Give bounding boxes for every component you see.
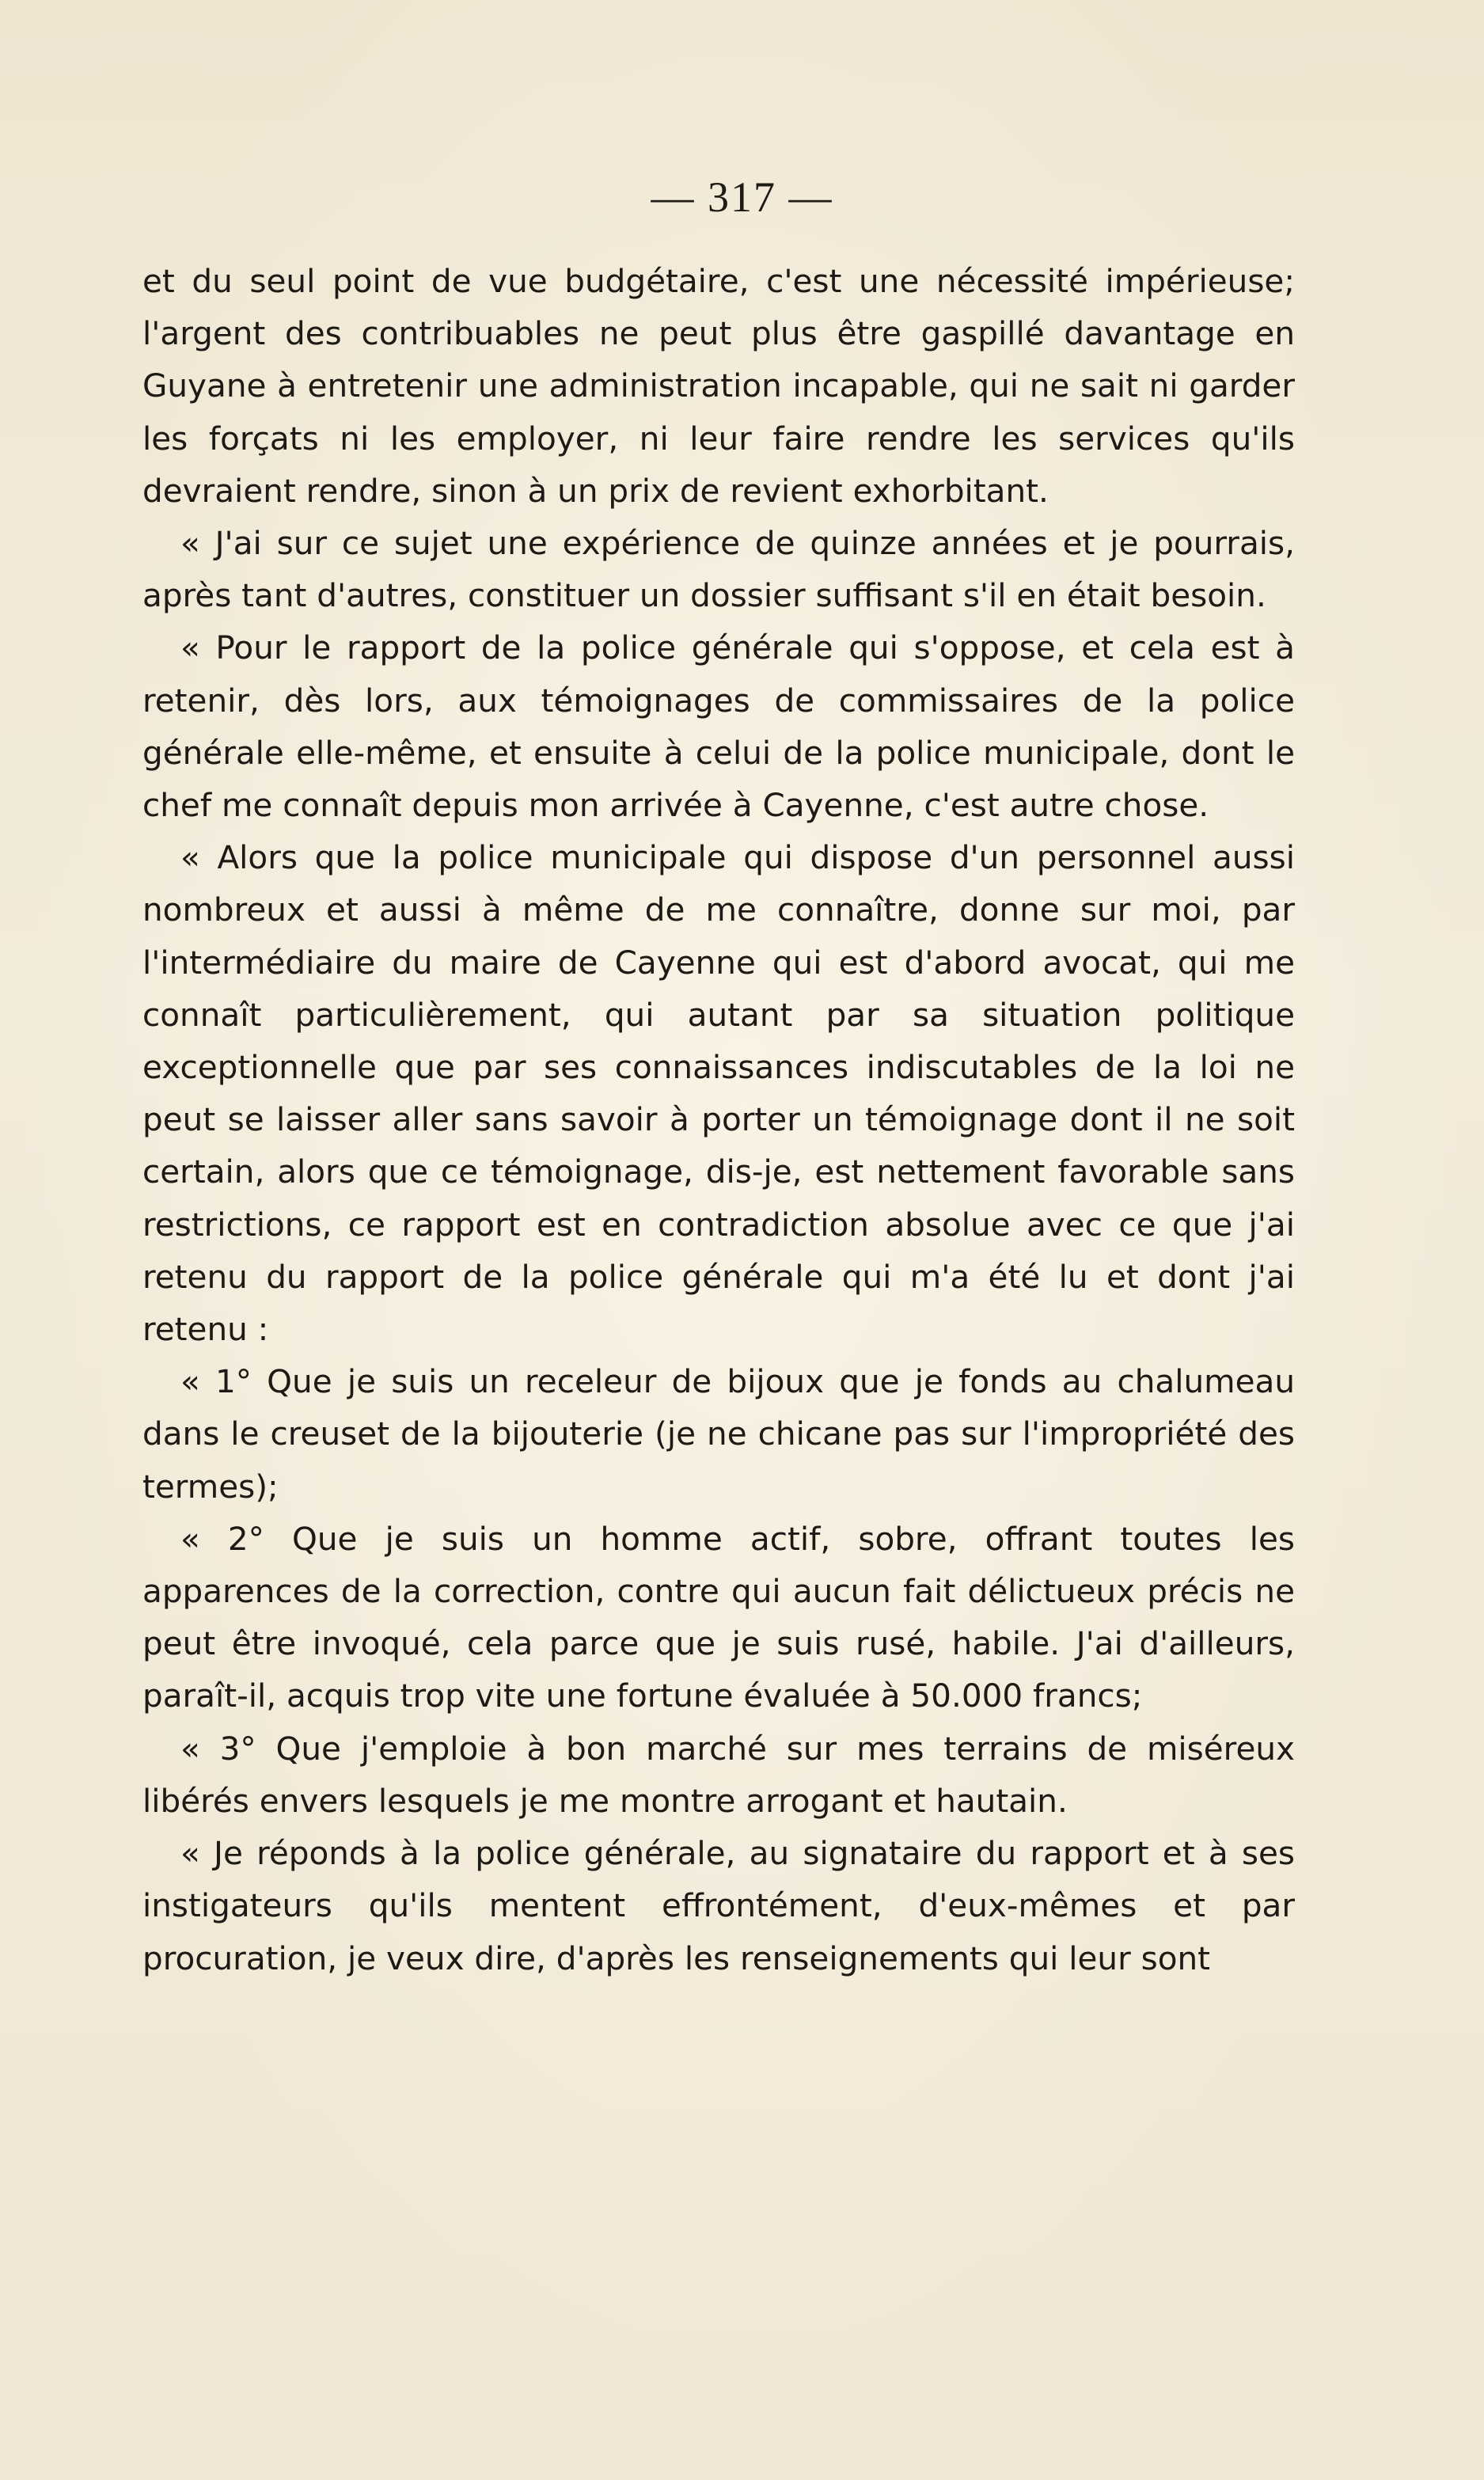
paragraph: « J'ai sur ce sujet une expérience de quinze années et je pourrais, après tant d'autres, constituer un dossier suffisant s'il en était besoin. xyxy=(142,524,1295,615)
body-text xyxy=(142,255,1295,1984)
paragraph: « Je réponds à la police générale, au signataire du rapport et à ses instigateurs qu'ils mentent effrontément, d'eux-mêmes et par procuration, je veux dire, d'après les renseignements qui leur sont xyxy=(142,1834,1295,1977)
paragraph: « 2° Que je suis un homme actif, sobre, offrant toutes les apparences de la correction, contre qui aucun fait délictueux précis ne peut être invoqué, cela parce que je suis rusé, habile. J'ai d'ailleurs, paraît-il, acquis trop vite une fortune évaluée à 50.000 francs; xyxy=(142,1519,1295,1715)
page-number: — 317 — xyxy=(651,173,833,221)
paragraph: « Alors que la police municipale qui dispose d'un personnel aussi nombreux et aussi à même de me connaître, donne sur moi, par l'intermédiaire du maire de Cayenne qui est d'abord avocat, qui me connaît particulièrement, qui autant par sa situation politique exceptionnelle que par ses connaissances indiscutables de la loi ne peut se laisser aller sans savoir à porter un témoignage dont il ne soit certain, alors que ce témoignage, dis-je, est nettement favorable sans restrictions, ce rapport est en contradiction absolue avec ce que j'ai retenu du rapport de la police générale qui m'a été lu et dont j'ai retenu : xyxy=(142,838,1295,1349)
paragraph: « 1° Que je suis un receleur de bijoux que je fonds au chalumeau dans le creuset de la bijouterie (je ne chicane pas sur l'impropriété des termes); xyxy=(142,1362,1295,1506)
paragraph: et du seul point de vue budgétaire, c'est une nécessité impérieuse; l'argent des contribuables ne peut plus être gaspillé davantage en Guyane à entretenir une administration incapable, qui ne sait ni garder les forçats ni les employer, ni leur faire rendre les services qu'ils devraient rendre, sinon à un prix de revient exhorbitant. xyxy=(142,262,1295,510)
paragraph: « 3° Que j'emploie à bon marché sur mes terrains de miséreux libérés envers lesquels je me montre arrogant et hautain. xyxy=(142,1729,1295,1820)
paragraph: « Pour le rapport de la police générale qui s'oppose, et cela est à retenir, dès lors, aux témoignages de commissaires de la police générale elle-même, et ensuite à celui de la police municipale, dont le chef me connaît depuis mon arrivée à Cayenne, c'est autre chose. xyxy=(142,629,1295,825)
